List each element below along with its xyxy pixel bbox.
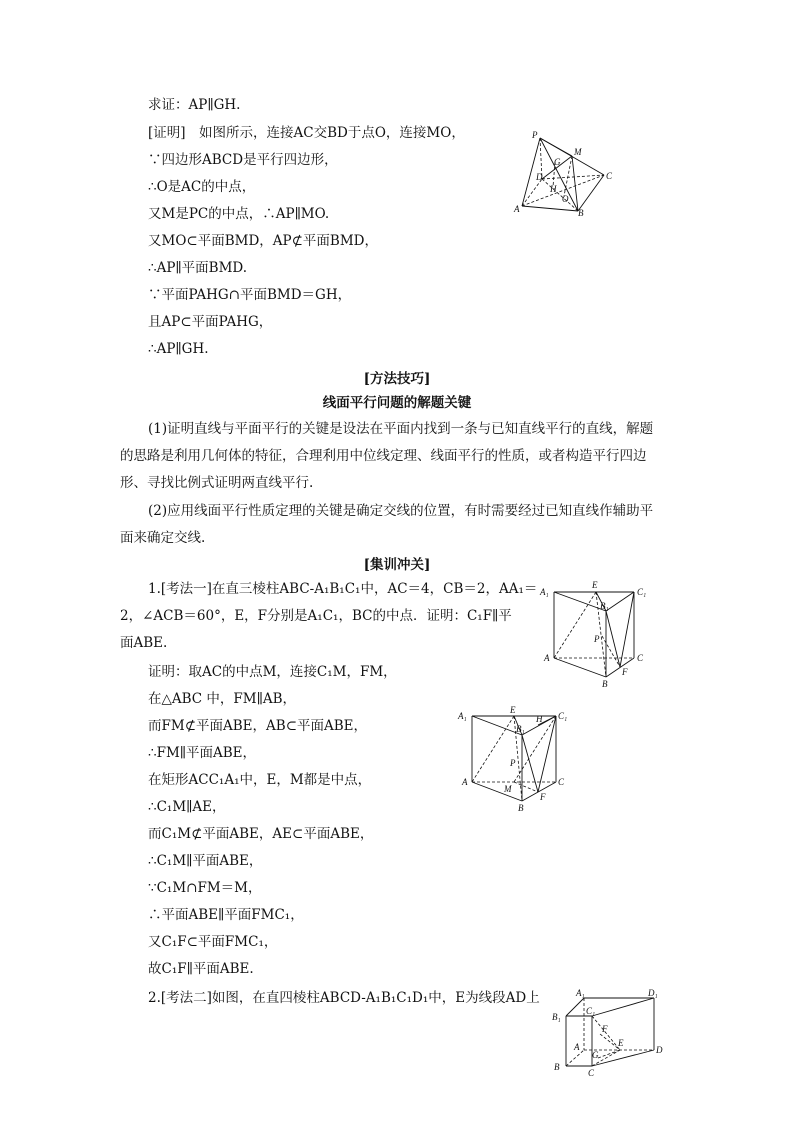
label: D₁ [648,988,658,998]
proof-line: ∴FM∥平面ABE， [148,745,257,761]
proof-line: ∴O是AC的中点， [148,179,256,195]
label: A [514,204,520,214]
proof-line: 故C₁F∥平面ABE. [148,961,254,977]
prism-figure-3 [550,988,670,1080]
proof-line: ∴AP∥GH. [148,341,209,357]
label: M [574,147,582,157]
proof-line: 又M是PC的中点，∴AP∥MO. [148,206,330,222]
proof-line: 在矩形ACC₁A₁中，E，M都是中点， [148,772,372,788]
label: B [554,1062,560,1072]
label: C [558,777,565,787]
proof-line: ∴C₁M∥AE， [148,799,226,815]
label: B₁ [516,724,525,734]
proof-line: [证明] 如图所示，连接AC交BD于点O，连接MO， [148,125,465,141]
label: C₁ [637,587,647,597]
label: G [592,1050,599,1060]
label: B [518,803,524,813]
question-1: 2，∠ACB＝60°，E，F分别是A₁C₁，BC的中点．证明：C₁F∥平 [120,608,512,624]
label: C [588,1068,595,1078]
label: F [622,667,628,677]
prism-figure-1 [538,578,658,690]
label: B [602,679,608,689]
label: H [536,714,543,724]
proof-line: ∵平面PAHG∩平面BMD＝GH， [148,287,352,303]
question-1: 1.[考法一]在直三棱柱ABC-A₁B₁C₁中，AC＝4，CB＝2，AA₁＝ [148,581,538,597]
label: E [618,1038,624,1048]
label: A₁ [576,988,585,998]
question-1: 面ABE. [120,635,168,651]
proof-line: ∵四边形ABCD是平行四边形， [148,152,338,168]
method-tag: [方法技巧] [363,371,431,387]
label: B₁ [600,601,609,611]
label: G [554,157,561,167]
label: F [540,792,546,802]
label: P [594,634,600,644]
method-paragraph: (1)证明直线与平面平行的关键是设法在平面内找到一条与已知直线平行的直线，解题 [148,421,654,437]
label: P [510,758,516,768]
proof-line: ∴C₁M∥平面ABE， [148,853,263,869]
label: A₁ [458,711,467,721]
label: D [656,1045,663,1055]
label: M [504,784,512,794]
method-paragraph: (2)应用线面平行性质定理的关键是确定交线的位置，有时需要经过已知直线作辅助平 [148,503,654,519]
label: C [606,171,613,181]
label: A [544,653,550,663]
label: C₁ [558,711,568,721]
label: C [637,653,644,663]
pyramid-figure [512,124,620,216]
proof-line: 又C₁F⊂平面FMC₁， [148,934,278,950]
label: A [462,777,468,787]
proof-line: 在△ABC 中，FM∥AB， [148,691,297,707]
method-paragraph: 形、寻找比例式证明两直线平行. [120,475,314,491]
label: A₁ [540,587,549,597]
proof-line: 而C₁M⊄平面ABE，AE⊂平面ABE， [148,826,374,842]
proof-line: 而FM⊄平面ABE，AB⊂平面ABE， [148,718,368,734]
label: H [550,184,557,194]
proof-line: ∴平面ABE∥平面FMC₁， [148,907,304,923]
method-title: 线面平行问题的解题关键 [322,395,472,411]
label: O [562,194,569,204]
question-2: 2.[考法二]如图，在直四棱柱ABCD-A₁B₁C₁D₁中，E为线段AD上 [148,990,540,1006]
practice-tag: [集训冲关] [363,557,431,573]
proof-line: ∴AP∥平面BMD. [148,260,248,276]
proof-line: 又MO⊂平面BMD，AP⊄平面BMD， [148,233,378,249]
label: B [578,208,584,216]
prism-figure-2 [456,704,576,816]
proof-line: ∵C₁M∩FM＝M， [148,880,262,896]
label: E [510,705,516,715]
label: B₁ [552,1012,561,1022]
proof-line: 且AP⊂平面PAHG， [148,314,273,330]
label: C₁ [586,1006,596,1016]
label: A [574,1042,580,1052]
method-paragraph: 面来确定交线. [120,530,206,546]
proof-line: 证明：取AC的中点M，连接C₁M，FM， [148,664,397,680]
method-paragraph: 的思路是利用几何体的特征，合理利用中位线定理、线面平行的性质，或者构造平行四边 [120,448,647,464]
prove-statement: 求证：AP∥GH. [148,97,241,113]
label: P [532,130,538,140]
label: E [592,580,598,590]
label: F [602,1024,608,1034]
label: D [536,172,543,182]
